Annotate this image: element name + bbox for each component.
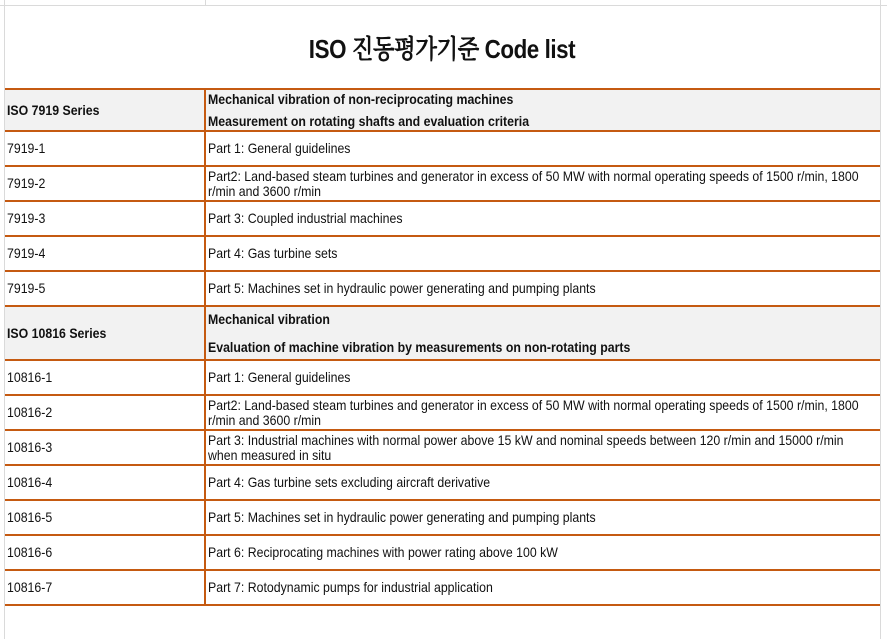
part-code: 7919-2 xyxy=(7,175,46,191)
part-code: 7919-4 xyxy=(7,245,46,261)
table-row[interactable] xyxy=(5,500,880,535)
title-cell[interactable] xyxy=(205,271,880,306)
code-cell[interactable] xyxy=(5,131,205,166)
part-title: Part 5: Machines set in hydraulic power generating and pumping plants xyxy=(208,280,596,296)
title-cell[interactable] xyxy=(205,201,880,236)
part-title: Part 3: Industrial machines with normal power above 15 kW and nominal speeds between 120 r/min and 15000 r/min when measured in situ xyxy=(208,431,844,463)
page-title: ISO 진동평가기준 Code list xyxy=(308,33,576,64)
gridline xyxy=(880,0,881,639)
series-header-row[interactable] xyxy=(5,306,880,360)
series-description-line: Evaluation of machine vibration by measurements on non-rotating parts xyxy=(208,338,631,355)
part-code: 10816-7 xyxy=(7,579,53,595)
title-cell[interactable] xyxy=(205,535,880,570)
code-cell[interactable] xyxy=(5,271,205,306)
part-code: 10816-6 xyxy=(7,544,53,560)
series-description-line: Measurement on rotating shafts and evaluation criteria xyxy=(208,112,530,129)
code-cell[interactable] xyxy=(5,570,205,605)
part-title: Part2: Land-based steam turbines and generator in excess of 50 MW with normal operating speeds of 1500 r/min, 1800 r/min and 3600 r/min xyxy=(208,396,859,428)
title-cell[interactable] xyxy=(205,430,880,465)
part-title: Part 4: Gas turbine sets excluding aircraft derivative xyxy=(208,474,491,490)
table-row[interactable] xyxy=(5,570,880,605)
title-cell[interactable] xyxy=(205,395,880,430)
code-cell[interactable] xyxy=(5,360,205,395)
part-title: Part2: Land-based steam turbines and generator in excess of 50 MW with normal operating speeds of 1500 r/min, 1800 r/min and 3600 r/min xyxy=(208,167,859,199)
part-code: 10816-5 xyxy=(7,509,53,525)
part-title: Part 7: Rotodynamic pumps for industrial application xyxy=(208,579,493,595)
part-title: Part 1: General guidelines xyxy=(208,369,351,385)
title-cell[interactable] xyxy=(205,570,880,605)
part-code: 10816-2 xyxy=(7,404,53,420)
code-cell[interactable] xyxy=(5,500,205,535)
code-cell[interactable] xyxy=(5,535,205,570)
part-code: 7919-1 xyxy=(7,140,46,156)
title-cell[interactable] xyxy=(205,465,880,500)
table-row[interactable] xyxy=(5,236,880,271)
series-description-line: Mechanical vibration xyxy=(208,310,330,327)
part-code: 7919-3 xyxy=(7,210,46,226)
table-row[interactable] xyxy=(5,395,880,430)
part-title: Part 6: Reciprocating machines with power rating above 100 kW xyxy=(208,544,558,560)
code-cell[interactable] xyxy=(5,395,205,430)
table-row[interactable] xyxy=(5,535,880,570)
series-description-cell[interactable] xyxy=(205,89,880,131)
part-title: Part 4: Gas turbine sets xyxy=(208,245,338,261)
title-cell[interactable] xyxy=(205,500,880,535)
table-row[interactable] xyxy=(5,201,880,236)
series-label: ISO 7919 Series xyxy=(7,101,100,118)
code-cell[interactable] xyxy=(5,236,205,271)
series-header-row[interactable] xyxy=(5,89,880,131)
title-cell[interactable] xyxy=(205,131,880,166)
code-cell[interactable] xyxy=(5,465,205,500)
series-description-cell[interactable] xyxy=(205,306,880,360)
part-code: 10816-4 xyxy=(7,474,53,490)
part-title: Part 5: Machines set in hydraulic power generating and pumping plants xyxy=(208,509,596,525)
title-cell[interactable] xyxy=(205,360,880,395)
table-row[interactable] xyxy=(5,271,880,306)
table-row[interactable] xyxy=(5,465,880,500)
title-cell[interactable] xyxy=(205,236,880,271)
series-label-cell[interactable] xyxy=(5,89,205,131)
table-row[interactable] xyxy=(5,166,880,201)
part-title: Part 3: Coupled industrial machines xyxy=(208,210,403,226)
table-row[interactable] xyxy=(5,131,880,166)
table-row[interactable] xyxy=(5,360,880,395)
code-cell[interactable] xyxy=(5,201,205,236)
title-cell[interactable] xyxy=(205,166,880,201)
series-label-cell[interactable] xyxy=(5,306,205,360)
table-row[interactable] xyxy=(5,430,880,465)
iso-code-table xyxy=(5,88,880,606)
series-description-line: Mechanical vibration of non-reciprocating machines xyxy=(208,90,514,107)
part-code: 10816-3 xyxy=(7,439,53,455)
code-cell[interactable] xyxy=(5,166,205,201)
part-code: 10816-1 xyxy=(7,369,53,385)
part-title: Part 1: General guidelines xyxy=(208,140,351,156)
series-label: ISO 10816 Series xyxy=(7,324,107,341)
part-code: 7919-5 xyxy=(7,280,46,296)
code-cell[interactable] xyxy=(5,430,205,465)
